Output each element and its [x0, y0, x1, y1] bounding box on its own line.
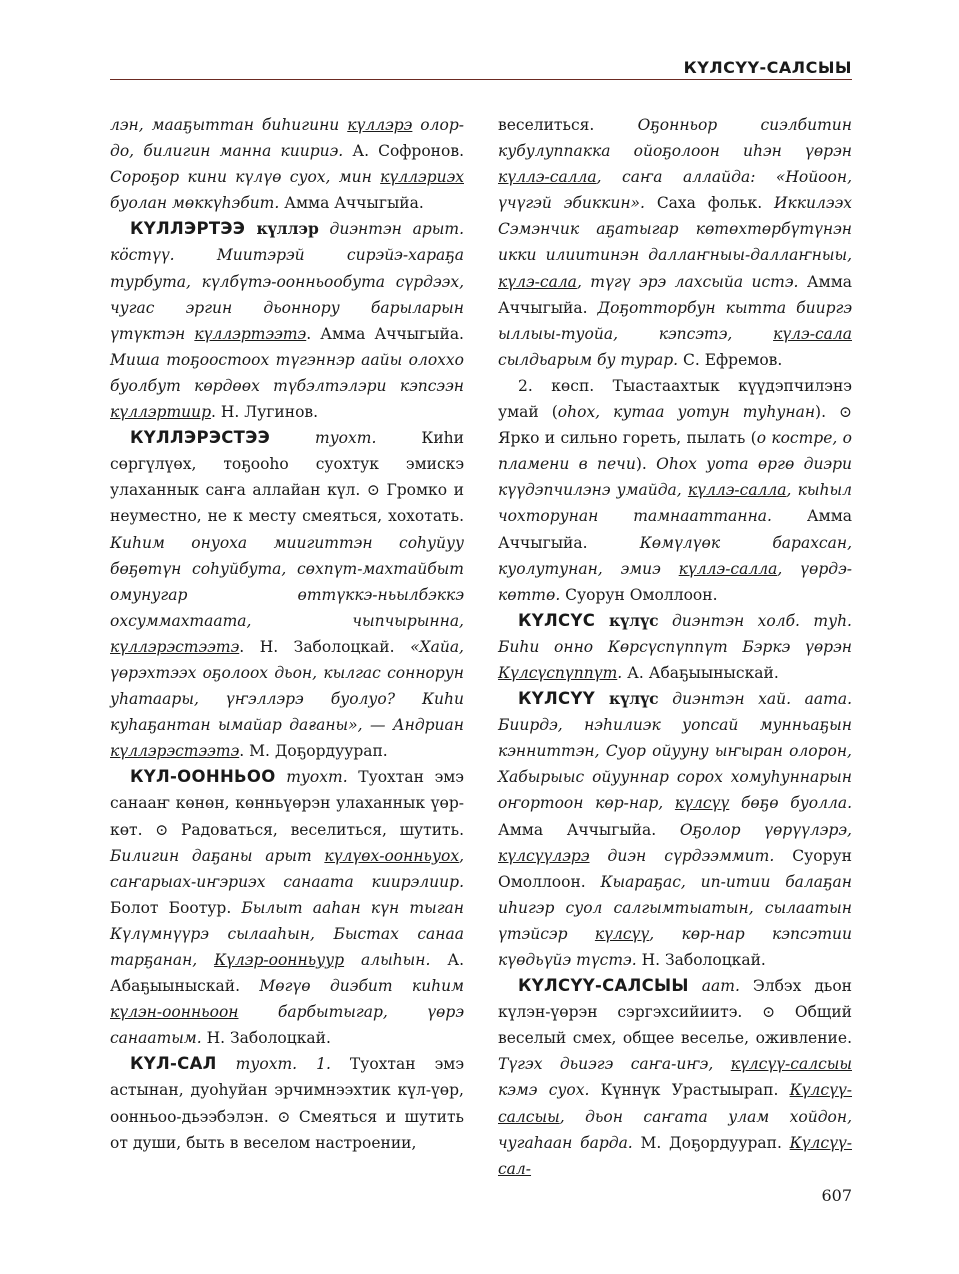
- left-column: [110, 112, 464, 1156]
- entry-kulleresteee: КҮЛЛЭРЭСТЭЭ туохт. Киһи сөргүлүөх, тоҕооһо суохтук эмискэ улаханнык саҥа аллайан күл. ⊙ Громко и неуместно, не к месту смеяться, хохотать. Киһим онуоха миигиттэн соһуйуу бөҕөтүн соһуйбута, сөхпүт-махтайбыт омунугар өттүккэ-ньылбэккэ охсуммахтаата, чыпчырынна, күллэрэстээтэ. Н. Заболоцкай. «Хайа, үөрэхтээх оҕолоох дьон, кылгас соннорун уһатаары, үҥэллэрэ буолуо? Киһи куһаҕантан ымайар дағаны», — Андриан күллэрэстээтэ. М. Доҕордуурап.: [110, 428, 464, 761]
- headword: КҮЛЛЭРЭСТЭЭ: [130, 428, 271, 448]
- entry-continuation: лэн, мааҕыттан биһигини күллэрэ олор-до, билигин манна киириэ. А. Софронов. Сороҕор кини күлүө суох, мин күллэриэх буолан мөккүһэбит. Амма Аччыгыйа.: [110, 116, 465, 213]
- headword: КҮЛ-САЛ: [130, 1054, 217, 1074]
- headword: КҮЛСҮС: [518, 610, 596, 630]
- entry-kullertee: КҮЛЛЭРТЭЭ күллэр диэнтэн арыт. кӧстүү. Миитэрэй сирэйэ-хараҕа турбута, күлбүтэ-оонньообута сүрдээх, чугас эргин дьоннору барыларын үтүктэн күллэртээтэ. Амма Аччыгыйа. Миша тоҕоостоох түгэннэр аайы олоххо буолбут көрдөөх түбэлтэлэри кэпсээн күллэртиир. Н. Лугинов.: [110, 219, 464, 422]
- headword: КҮЛСҮҮ: [518, 689, 595, 709]
- entry-kulsuu-salsyy: КҮЛСҮҮ-САЛСЫЫ аат. Элбэх дьон күлэн-үөрэн сэргэхсийиитэ. ⊙ Общий веселый смех, общее веселье, оживление. Түгэх дьиэгэ саҥа-иҥэ, күлсүү-салсыы кэмэ суох. Күннүк Урастыырап. Күлсүү-салсыы, дьон саҥата улам хойдон, чугаһаан барда. М. Доҕордуурап. Күлсүү-сал-: [498, 976, 852, 1178]
- entry-kulsus: КҮЛСҮС күлүс диэнтэн холб. туһ. Биһи онно Көрсүспүппүт Бэркэ үөрэн Күлсүспүппүт. А. Абаҕыыныскай.: [498, 610, 852, 682]
- right-column: [498, 112, 852, 1182]
- entry-kul-sal: КҮЛ-САЛ туохт. 1. Туохтан эмэ астынан, дуоһуйан эрчимнээхтик күл-үөр, оонньоо-дьээбэлэн. ⊙ Смеяться и шутить от души, быть в веселом настроении,: [110, 1054, 464, 1152]
- entry-kul-oonnyoo: КҮЛ-ООННЬОО туохт. Туохтан эмэ санааҥ көнөн, көнньүөрэн улаханнык үөр-көт. ⊙ Радоваться, веселиться, шутить. Билигин даҕаны арыт күлүөх-оонньуох, саҥарыах-иҥэриэх санаата киирэлиир. Болот Боотур. Былыт ааһан күн тыган Күлүмнүүрэ сылааһын, Быстах санаа тарҕанан, Күлэр-оонньуур алыһын. А. Абаҕыыныскай. Мөгүө диэбит киһим күлэн-оонньоон барбытыгар, үөрэ санаатым. Н. Заболоцкай.: [110, 767, 465, 1048]
- headword: КҮЛЛЭРТЭЭ: [130, 219, 246, 239]
- entry-kul-sal-sense-2: 2. көсп. Тыастаахтык күүдэпчилэнэ умай (оһох, кутаа уотун туһунан). ⊙ Ярко и сильно гореть, пылать (о костре, о пламени в печи). Оһох уота өргө диэри күүдэпчилэнэ умайда, күллэ-салла, кыһыл чохторунан тамнааттанна. Амма Аччыгыйа. Көмүлүөк барахсан, куолутунан, эмиэ күллэ-салла, үөрдэ-көттө. Суорун Омоллоон.: [498, 376, 853, 604]
- page-number: 607: [821, 1186, 852, 1205]
- headword: КҮЛСҮҮ-САЛСЫЫ: [518, 976, 689, 996]
- entry-kulsuu: КҮЛСҮҮ күлүс диэнтэн хай. аата. Биирдэ, нэһилиэк уопсай мунньаҕын кэнниттэн, Суор ойууну ыҥыран олорон, Хабырыыс ойууннар сорох хомуһуннарын оҥортоон көр-нар, күлсүү бөҕө буолла. Амма Аччыгыйа. Оҕолор үөрүүлэрэ, күлсүүлэрэ диэн сүрдээммит. Суорун Омоллоон. Кыараҕас, ип-итии балаҕан иһигэр суол салгымтыатын, сылаатын үтэйсэр күлсүү, көр-нар кэпсэтии күөдьүйэ түстэ. Н. Заболоцкай.: [498, 689, 853, 969]
- entry-kul-sal-continuation: веселиться. Оҕонньор сиэлбитин кубулуппакка ойоҕолоон иһэн үөрэн күллэ-салла, саҥа аллайда: «Нойоон, үчүгэй эбиккин». Саха фольк. Иккилээх Сэмэнчик аҕатыгар көтөхтөрбүтүнэн икки илиитинэн даллаҥныы-даллаҥныы, күлэ-сала, түгү эрэ лахсыйа истэ. Амма Аччыгыйа. Доҕотторбун кытта бииргэ ыллыы-туойа, кэпсэтэ, күлэ-сала сылдьарым бу турар. С. Ефремов.: [498, 116, 853, 369]
- header-title: КҮЛСҮҮ-САЛСЫЫ: [683, 58, 852, 77]
- headword: КҮЛ-ООННЬОО: [130, 767, 276, 787]
- running-header: [110, 56, 852, 80]
- header-rule: [110, 79, 852, 80]
